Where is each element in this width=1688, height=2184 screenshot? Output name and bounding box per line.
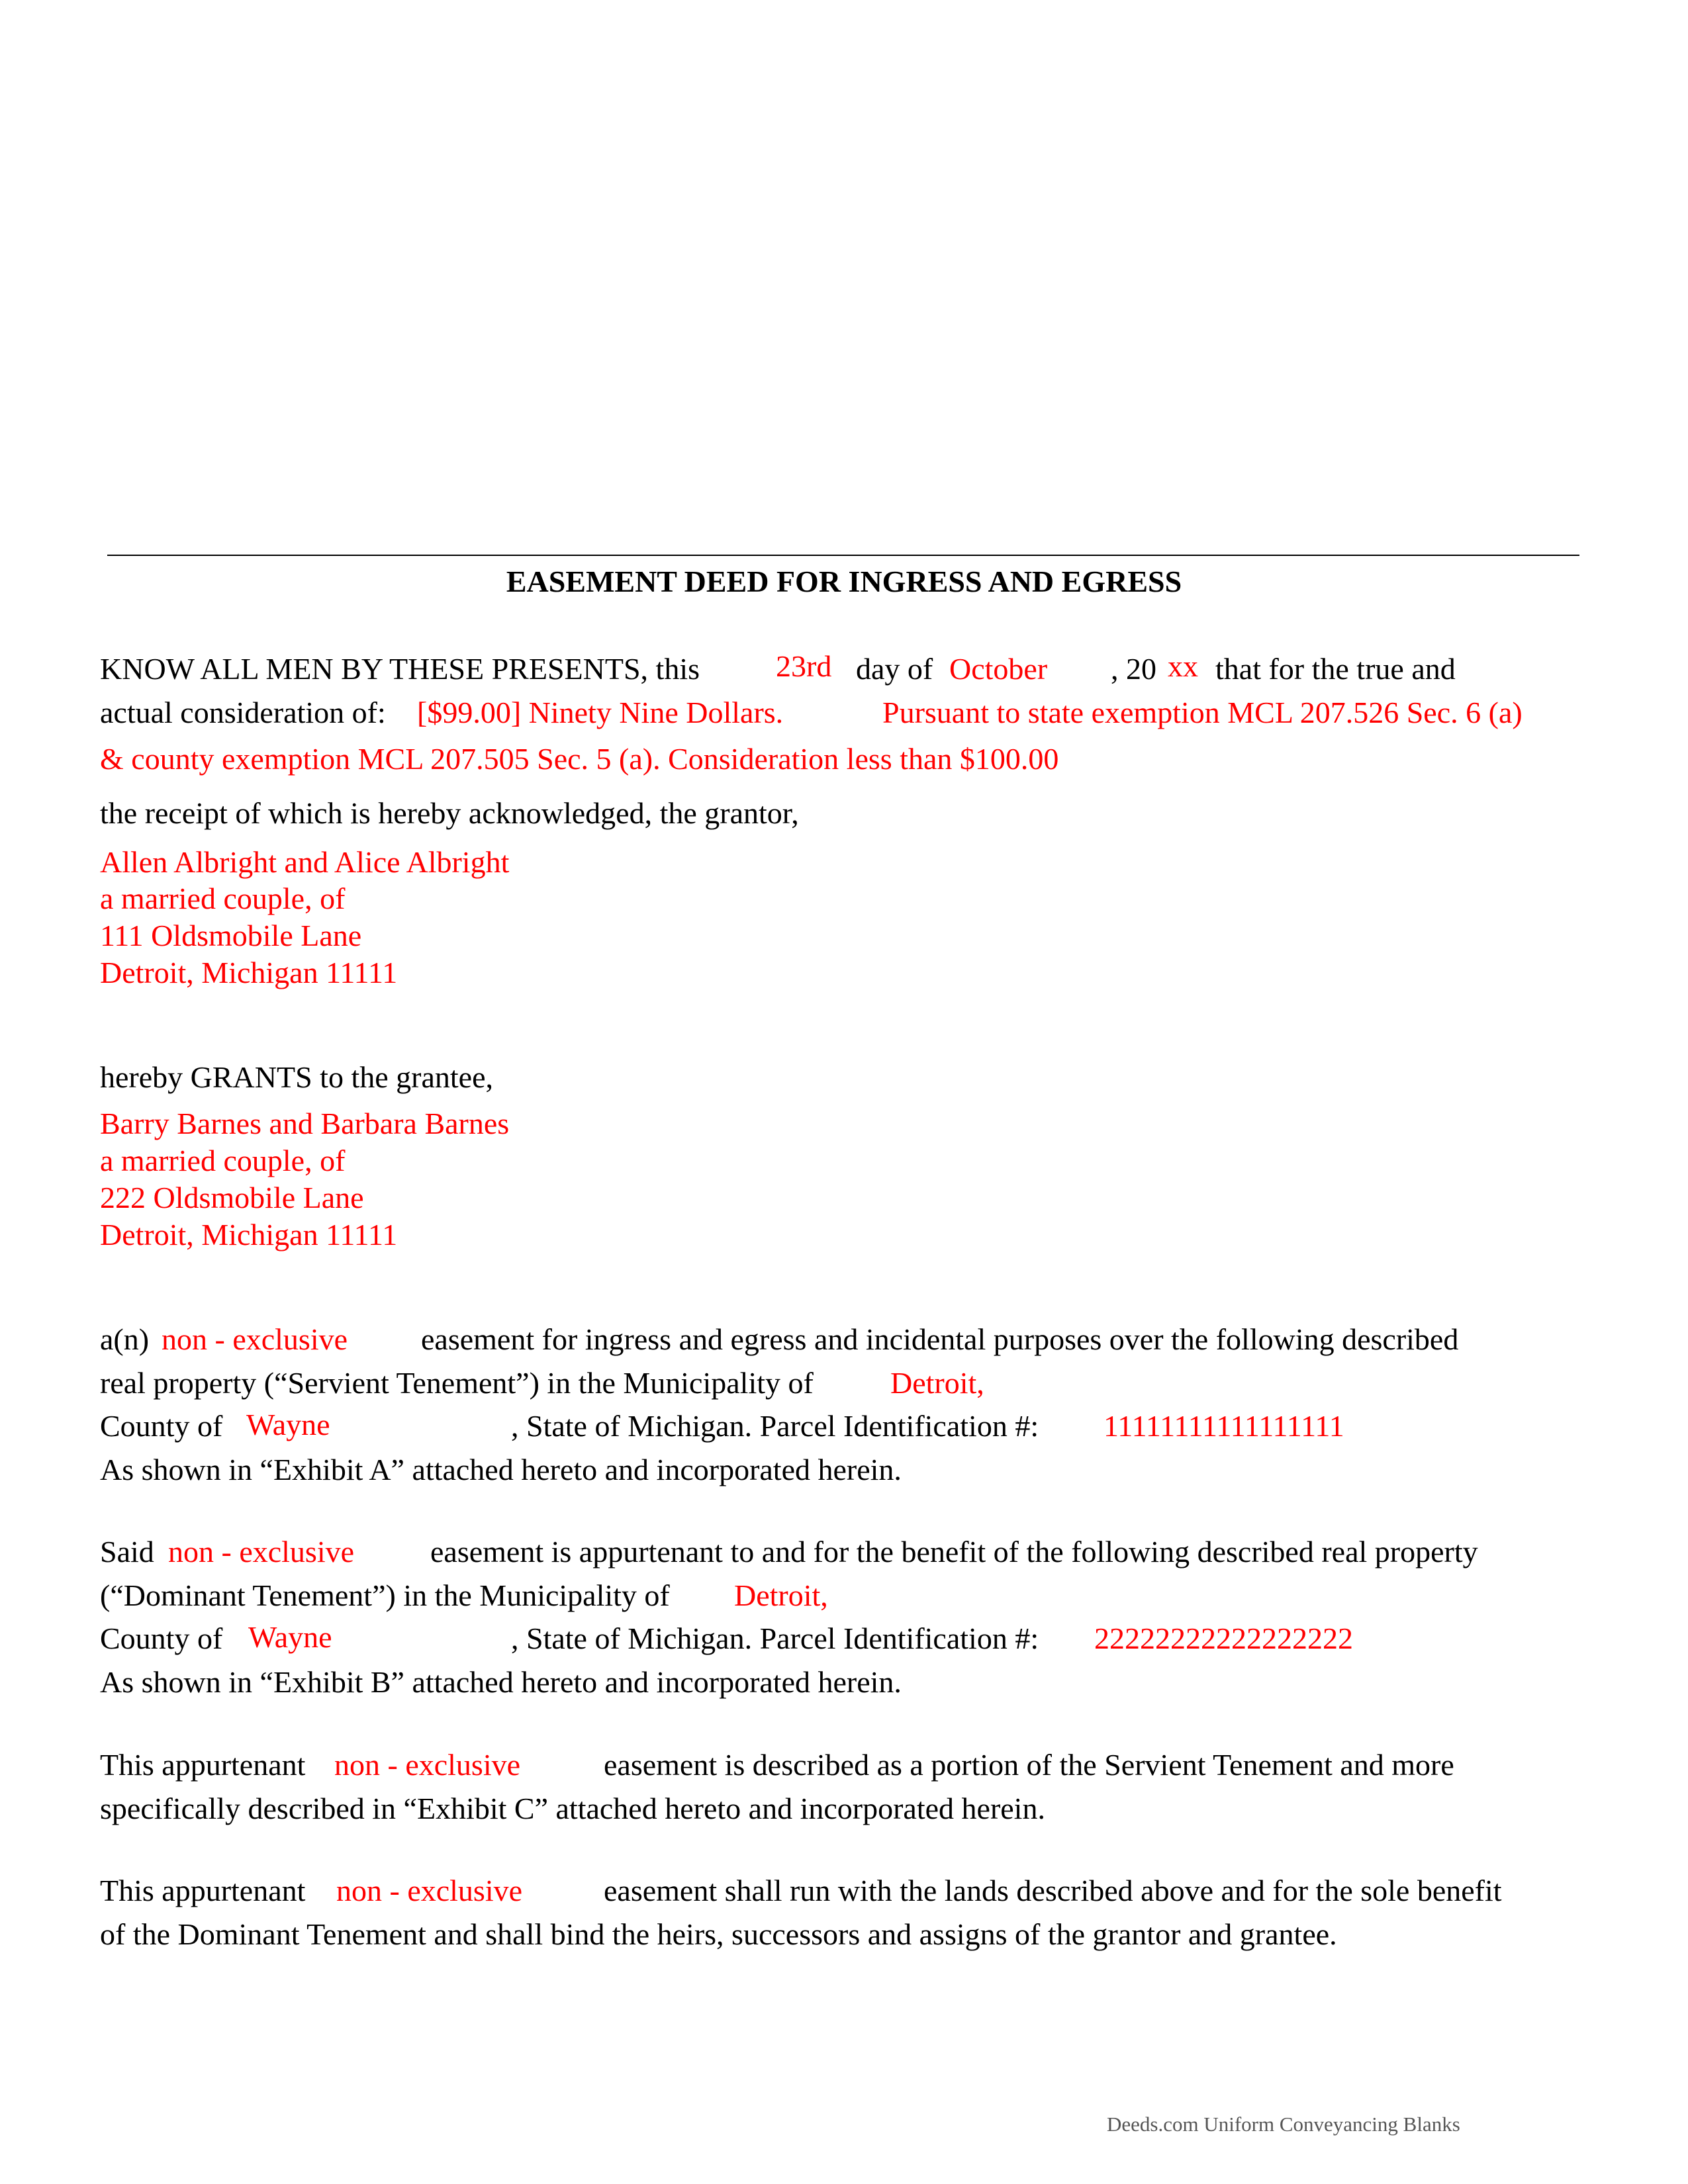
month-field[interactable]: October [949, 652, 1048, 686]
described-lead: This appurtenant [100, 1748, 306, 1782]
dominant-said: Said [100, 1535, 154, 1569]
described-text-2: specifically described in “Exhibit C” attached hereto and incorporated herein. [100, 1792, 1045, 1825]
runs-text-1: easement shall run with the lands described above and for the sole benefit [604, 1874, 1502, 1907]
dominant-exhibit: As shown in “Exhibit B” attached hereto and incorporated herein. [100, 1665, 902, 1699]
grants-text: hereby GRANTS to the grantee, [100, 1060, 494, 1094]
grantor-status[interactable]: a married couple, of [100, 882, 346, 915]
servient-county-label: County of [100, 1409, 223, 1443]
intro-true-and: that for the true and [1215, 652, 1456, 686]
grantor-address2[interactable]: Detroit, Michigan 11111 [100, 956, 398, 989]
document-title: EASEMENT DEED FOR INGRESS AND EGRESS [506, 565, 1182, 598]
servient-municipality-field[interactable]: Detroit, [890, 1366, 984, 1400]
dominant-state-parcel-label: , State of Michigan. Parcel Identification #: [511, 1621, 1039, 1655]
dominant-type-field[interactable]: non - exclusive [168, 1535, 355, 1569]
described-type-field[interactable]: non - exclusive [334, 1748, 521, 1782]
year-field[interactable]: xx [1168, 649, 1198, 683]
dominant-municipality-field[interactable]: Detroit, [734, 1578, 828, 1612]
county-exemption[interactable]: & county exemption MCL 207.505 Sec. 5 (a). Consideration less than $100.00 [100, 742, 1059, 776]
servient-state-parcel-label: , State of Michigan. Parcel Identification #: [511, 1409, 1039, 1443]
servient-exhibit: As shown in “Exhibit A” attached hereto and incorporated herein. [100, 1453, 902, 1486]
servient-text-2: real property (“Servient Tenement”) in the Municipality of [100, 1366, 814, 1400]
grantee-address1[interactable]: 222 Oldsmobile Lane [100, 1181, 364, 1214]
grantee-status[interactable]: a married couple, of [100, 1144, 346, 1177]
grantor-name[interactable]: Allen Albright and Alice Albright [100, 845, 510, 879]
dominant-county-field[interactable]: Wayne [248, 1620, 332, 1654]
header-rule [107, 555, 1579, 556]
day-field[interactable]: 23rd [776, 649, 832, 683]
dominant-parcel-field[interactable]: 22222222222222222 [1094, 1621, 1353, 1655]
consideration-label: actual consideration of: [100, 696, 386, 729]
state-exemption[interactable]: Pursuant to state exemption MCL 207.526 Sec. 6 (a) [882, 696, 1523, 729]
runs-text-2: of the Dominant Tenement and shall bind the heirs, successors and assigns of the grantor and grantee. [100, 1917, 1337, 1951]
servient-an: a(n) [100, 1322, 150, 1356]
servient-type-field[interactable]: non - exclusive [162, 1322, 348, 1356]
footer-text: Deeds.com Uniform Conveyancing Blanks [1107, 2113, 1460, 2136]
dominant-county-label: County of [100, 1621, 223, 1655]
dominant-text-2: (“Dominant Tenement”) in the Municipality of [100, 1578, 670, 1612]
servient-parcel-field[interactable]: 11111111111111111 [1103, 1409, 1344, 1443]
servient-county-field[interactable]: Wayne [246, 1408, 330, 1441]
runs-type-field[interactable]: non - exclusive [336, 1874, 523, 1907]
described-text-1: easement is described as a portion of the Servient Tenement and more [604, 1748, 1454, 1782]
intro-year-prefix: , 20 [1111, 652, 1156, 686]
grantee-name[interactable]: Barry Barnes and Barbara Barnes [100, 1107, 510, 1140]
consideration-field[interactable]: [$99.00] Ninety Nine Dollars. [417, 696, 784, 729]
dominant-text-1: easement is appurtenant to and for the benefit of the following described real property [430, 1535, 1478, 1569]
intro-know-all: KNOW ALL MEN BY THESE PRESENTS, this [100, 652, 700, 686]
intro-day-of: day of [856, 652, 933, 686]
grantor-address1[interactable]: 111 Oldsmobile Lane [100, 919, 362, 952]
grantee-address2[interactable]: Detroit, Michigan 11111 [100, 1218, 398, 1251]
receipt-text: the receipt of which is hereby acknowledged, the grantor, [100, 796, 799, 830]
servient-text-1: easement for ingress and egress and incidental purposes over the following described [421, 1322, 1459, 1356]
runs-lead: This appurtenant [100, 1874, 306, 1907]
